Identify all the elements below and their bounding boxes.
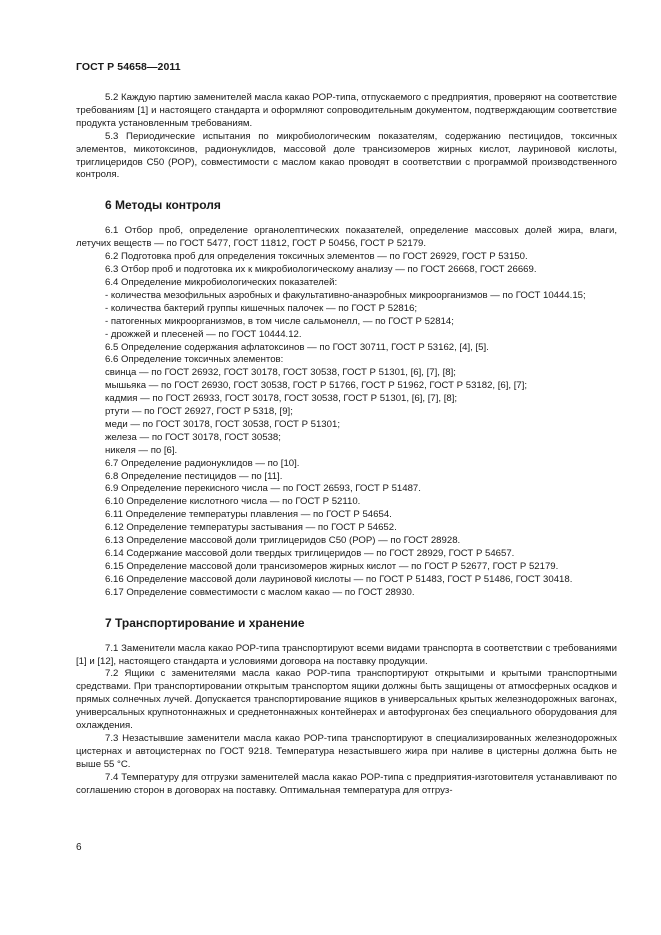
paragraph-6-14: 6.14 Содержание массовой доли твердых триглицеридов — по ГОСТ 28929, ГОСТ Р 54657.: [105, 548, 515, 559]
list-item-nickel: никеля — по [6].: [105, 444, 178, 456]
paragraph-6-5: 6.5 Определение содержания афлатоксинов — по ГОСТ 30711, ГОСТ Р 53162, [4], [5].: [105, 341, 489, 353]
paragraph-6-12: 6.12 Определение температуры застывания — по ГОСТ Р 54652.: [105, 522, 397, 534]
list-item-coliform: - количества бактерий группы кишечных палочек — по ГОСТ Р 52816;: [105, 302, 418, 314]
paragraph-7-3: 7.3 Незастывшие заменители масла какао РОР-типа транспортируют в специализированных железнодорожных цистернах и автоцистернах по ГОСТ 9218. Температура незастывшего жира при наливе в цистерны должна быть не выше 55 °С.: [76, 732, 617, 770]
document-header: ГОСТ Р 54658—2011: [76, 61, 181, 73]
page-number: 6: [76, 842, 82, 853]
paragraph-6-4: 6.4 Определение микробиологических показателей:: [105, 276, 338, 288]
section-6-title: 6 Методы контроля: [105, 198, 221, 213]
list-item-lead: свинца — по ГОСТ 26932, ГОСТ 30178, ГОСТ 30538, ГОСТ Р 51301, [6], [7], [8];: [105, 367, 456, 379]
paragraph-6-10: 6.10 Определение кислотного числа — по ГОСТ Р 52110.: [105, 496, 361, 508]
paragraph-6-3: 6.3 Отбор проб и подготовка их к микробиологическому анализу — по ГОСТ 26668, ГОСТ 26669.: [105, 264, 537, 276]
list-item-iron: железа — по ГОСТ 30178, ГОСТ 30538;: [105, 431, 281, 443]
paragraph-6-6: 6.6 Определение токсичных элементов:: [105, 354, 284, 366]
paragraph-6-11: 6.11 Определение температуры плавления — по ГОСТ Р 54654.: [105, 509, 392, 521]
list-item-mesophilic: - количества мезофильных аэробных и факультативно-анаэробных микроорганизмов — по ГОСТ 10444.15;: [105, 289, 586, 301]
list-item-copper: меди — по ГОСТ 30178, ГОСТ 30538, ГОСТ Р 51301;: [105, 418, 340, 430]
paragraph-5-2: 5.2 Каждую партию заменителей масла какао РОР-типа, отпускаемого с предприятия, проверяют на соответствие требованиям [1] и настоящего стандарта и оформляют сопроводительным документом, подтверждающим соответствие продукта установленным требованиям.: [76, 92, 617, 129]
paragraph-7-2: 7.2 Ящики с заменителями масла какао РОР-типа транспортируют открытыми и крытыми транспортными средствами. При транспортировании открытым транспортом ящики должны быть защищены от атмосферных осадков и прямых солнечных лучей. Допускается транспортирование ящиков в универсальных крытых железнодорожных вагонах, универсальных крупнотоннажных и среднетоннажных контейнерах и автофургонах без специального оборудования для охлаждения.: [76, 668, 617, 732]
list-item-cadmium: кадмия — по ГОСТ 26933, ГОСТ 30178, ГОСТ 30538, ГОСТ Р 51301, [6], [7], [8];: [105, 393, 458, 405]
paragraph-6-1: 6.1 Отбор проб, определение органолептических показателей, определение массовых долей жира, влаги, летучих веществ — по ГОСТ 5477, ГОСТ 11812, ГОСТ Р 50456, ГОСТ Р 52179.: [76, 225, 617, 250]
paragraph-7-1: 7.1 Заменители масла какао РОР-типа транспортируют всеми видами транспорта в соответствии с требованиями [1] и [12], настоящего стандарта и условиями договора на поставку продукции.: [76, 642, 617, 667]
list-item-yeast: - дрожжей и плесеней — по ГОСТ 10444.12.: [105, 328, 302, 340]
paragraph-7-4: 7.4 Температуру для отгрузки заменителей масла какао РОР-типа с предприятия-изготовителя устанавливают по соглашению сторон в договорах на поставку. Оптимальная температура для отгруз-: [76, 771, 617, 796]
paragraph-6-15: 6.15 Определение массовой доли трансизомеров жирных кислот — по ГОСТ Р 52677, ГОСТ Р 52179.: [105, 560, 559, 572]
section-7-title: 7 Транспортирование и хранение: [105, 615, 305, 630]
list-item-pathogens: - патогенных микроорганизмов, в том числе сальмонелл, — по ГОСТ Р 52814;: [105, 315, 454, 327]
paragraph-6-2: 6.2 Подготовка проб для определения токсичных элементов — по ГОСТ 26929, ГОСТ Р 53150.: [105, 251, 528, 263]
document-body: [76, 92, 617, 798]
paragraph-6-17: 6.17 Определение совместимости с маслом какао — по ГОСТ 28930.: [105, 586, 415, 598]
list-item-mercury: ртути — по ГОСТ 26927, ГОСТ Р 5318, [9];: [105, 406, 293, 418]
paragraph-6-16: 6.16 Определение массовой доли лауриновой кислоты — по ГОСТ Р 51483, ГОСТ Р 51486, ГОСТ 30418.: [105, 573, 573, 585]
list-item-arsenic: мышьяка — по ГОСТ 26930, ГОСТ 30538, ГОСТ Р 51766, ГОСТ Р 51962, ГОСТ Р 53182, [6], [7];: [105, 380, 528, 392]
paragraph-6-7: 6.7 Определение радионуклидов — по [10].: [105, 457, 300, 469]
paragraph-6-9: 6.9 Определение перекисного числа — по ГОСТ 26593, ГОСТ Р 51487.: [105, 483, 421, 495]
paragraph-6-13: 6.13 Определение массовой доли триглицеридов С50 (РОР) — по ГОСТ 28928.: [105, 535, 461, 547]
paragraph-6-8: 6.8 Определение пестицидов — по [11].: [105, 470, 283, 482]
paragraph-5-3: 5.3 Периодические испытания по микробиологическим показателям, содержанию пестицидов, токсичных элементов, микотоксинов, радионуклидов, массовой доле трансизомеров жирных кислот, лауриновой кислоты, триглицеридов С50 (РОР), совместимости с маслом какао проводят в соответствии с программой производственного контроля.: [76, 130, 617, 181]
